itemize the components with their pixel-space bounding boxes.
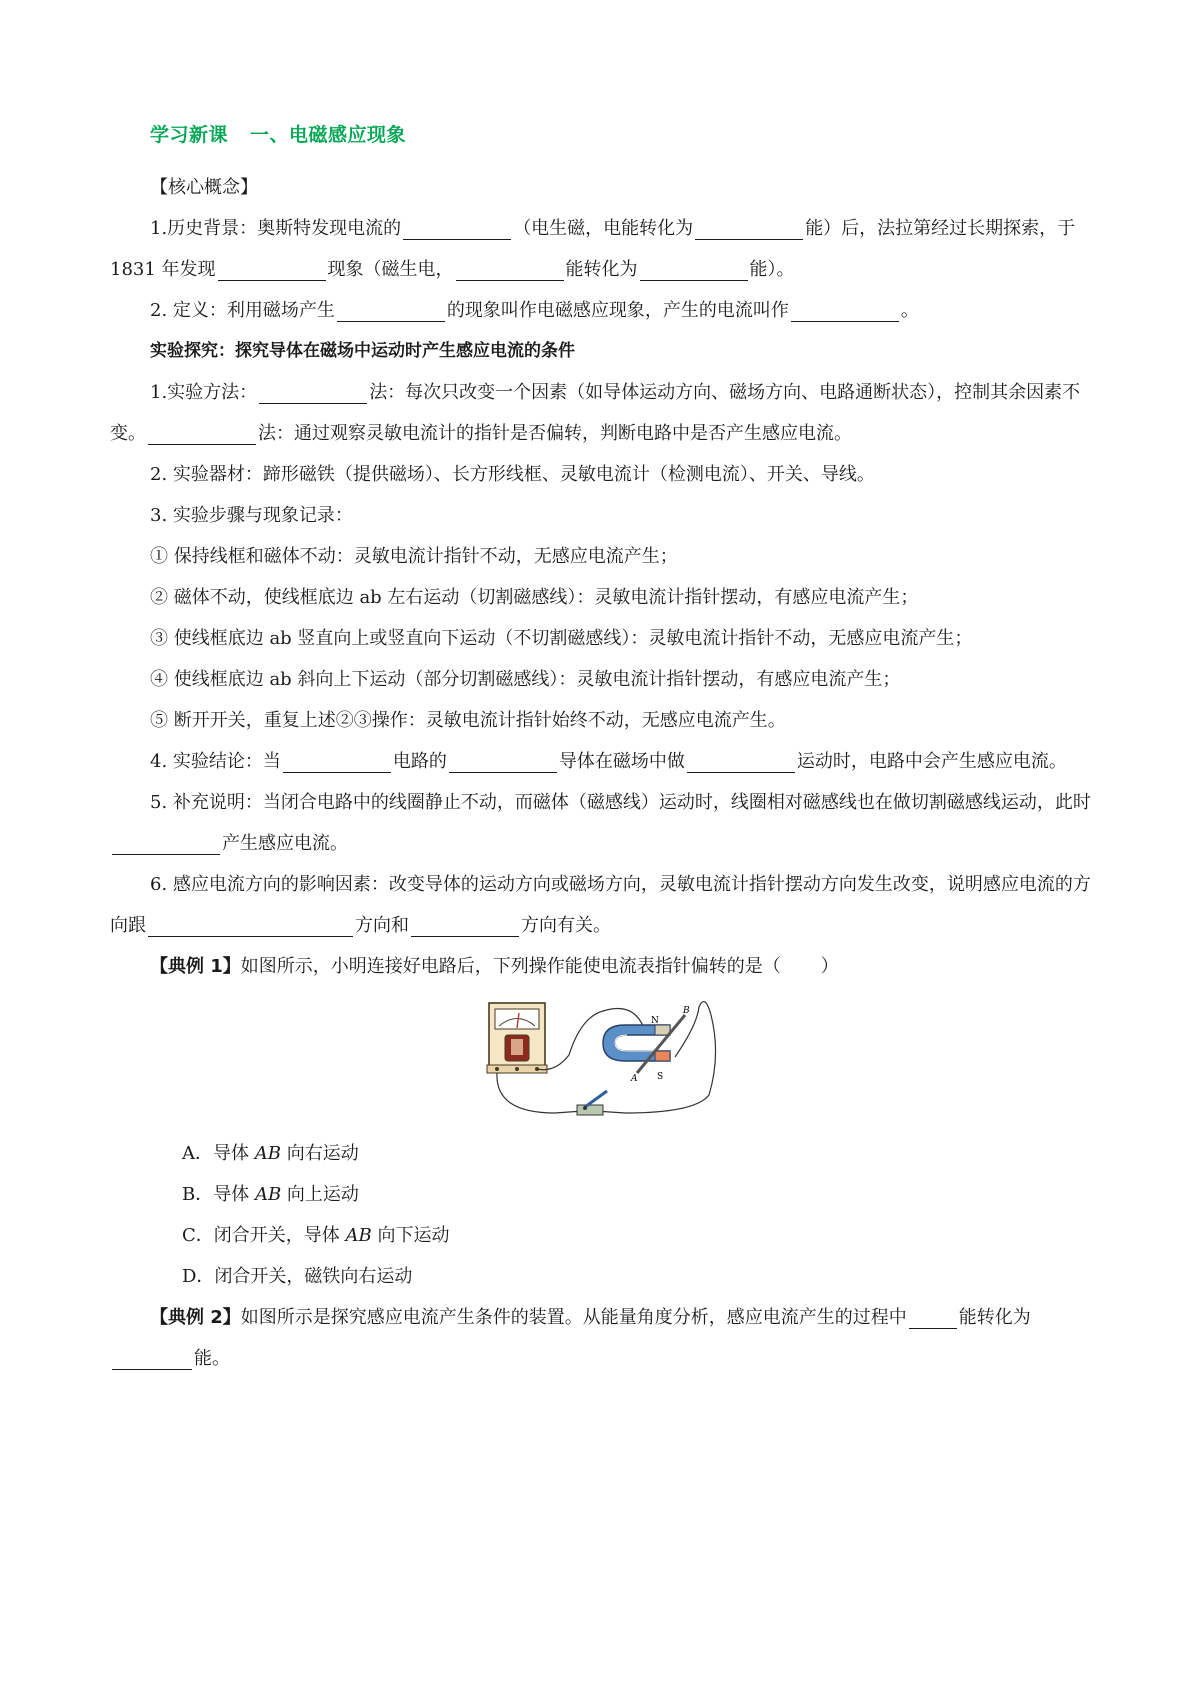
history-paragraph: 1.历史背景：奥斯特发现电流的 （电生磁，电能转化为 能）后，法拉第经过长期探索，于 1831 年发现 现象（磁生电， 能转化为 能）。 [110, 218, 1076, 280]
answer-blank[interactable] [403, 219, 511, 240]
answer-blank[interactable] [218, 260, 326, 281]
core-concept-heading: 【核心概念】 [150, 177, 258, 198]
step-1: ① 保持线框和磁体不动：灵敏电流计指针不动，无感应电流产生； [150, 546, 678, 567]
answer-blank[interactable] [112, 1349, 192, 1370]
answer-blank[interactable] [640, 260, 748, 281]
option-a[interactable]: A．导体 AB 向右运动 [182, 1143, 359, 1164]
experiment-heading: 实验探究：探究导体在磁场中运动时产生感应电流的条件 [150, 341, 575, 361]
example-1-label: 【典例 1】 [150, 956, 241, 977]
answer-blank[interactable] [337, 301, 445, 322]
example-2-question: 【典例 2】如图所示是探究感应电流产生条件的装置。从能量角度分析，感应电流产生的过程中 能转化为能。 [110, 1297, 1100, 1379]
supplement-paragraph: 5. 补充说明：当闭合电路中的线圈静止不动，而磁体（磁感线）运动时，线圈相对磁感线也在做切割磁感线运动，此时产生感应电流。 [110, 782, 1100, 864]
example-1-options [110, 1133, 1100, 1297]
conductor-ab [637, 1015, 685, 1073]
step-3: ③ 使线框底边 ab 竖直向上或竖直向下运动（不切割磁感线）：灵敏电流计指针不动，无感应电流产生； [150, 628, 973, 649]
answer-blank[interactable] [148, 424, 256, 445]
steps-heading: 3. 实验步骤与现象记录： [150, 505, 353, 526]
label-n: N [651, 1016, 659, 1026]
label-b: B [683, 1006, 690, 1016]
answer-blank[interactable] [283, 752, 391, 773]
answer-blank[interactable] [909, 1308, 957, 1329]
answer-blank[interactable] [791, 301, 899, 322]
answer-blank[interactable] [259, 383, 367, 404]
option-b[interactable]: B．导体 AB 向上运动 [182, 1184, 359, 1205]
answer-blank[interactable] [411, 916, 519, 937]
answer-blank[interactable] [687, 752, 795, 773]
lesson-title-part1: 学习新课 [150, 124, 229, 146]
label-a: A [631, 1074, 638, 1084]
circuit-figure [110, 995, 1100, 1127]
method-paragraph: 1.实验方法： 法：每次只改变一个因素（如导体运动方向、磁场方向、电路通断状态），控制其余因素不变。 法：通过观察灵敏电流计的指针是否偏转，判断电路中是否产生感应电流。 [110, 382, 1081, 444]
answer-blank[interactable] [695, 219, 803, 240]
switch-icon [577, 1105, 603, 1115]
lesson-title [150, 120, 1100, 147]
lesson-title-part2: 一、电磁感应现象 [250, 124, 407, 146]
label-s: S [657, 1072, 664, 1082]
answer-blank[interactable] [148, 916, 353, 937]
answer-blank[interactable] [456, 260, 564, 281]
conclusion-paragraph: 4. 实验结论：当 电路的 导体在磁场中做 运动时，电路中会产生感应电流。 [150, 751, 1067, 772]
direction-paragraph: 6. 感应电流方向的影响因素：改变导体的运动方向或磁场方向，灵敏电流计指针摆动方向发生改变，说明感应电流的方向跟 方向和 方向有关。 [110, 874, 1091, 936]
example-2-label: 【典例 2】 [150, 1307, 241, 1328]
option-c[interactable]: C．闭合开关，导体 AB 向下运动 [182, 1225, 450, 1246]
step-4: ④ 使线框底边 ab 斜向上下运动（部分切割磁感线）：灵敏电流计指针摆动，有感应电流产生； [150, 669, 901, 690]
example-1-question: 【典例 1】如图所示，小明连接好电路后，下列操作能使电流表指针偏转的是（ ） [150, 956, 839, 977]
circuit-diagram [485, 995, 725, 1123]
document-page [110, 120, 1100, 1379]
equipment-paragraph: 2. 实验器材：蹄形磁铁（提供磁场）、长方形线框、灵敏电流计（检测电流）、开关、导线。 [150, 464, 875, 485]
answer-blank[interactable] [112, 834, 220, 855]
step-5: ⑤ 断开开关，重复上述②③操作：灵敏电流计指针始终不动，无感应电流产生。 [150, 710, 786, 731]
step-2: ② 磁体不动，使线框底边 ab 左右运动（切割磁感线）：灵敏电流计指针摆动，有感应电流产生； [150, 587, 919, 608]
wire [497, 1073, 583, 1113]
definition-paragraph: 2. 定义：利用磁场产生 的现象叫作电磁感应现象，产生的电流叫作 。 [150, 300, 919, 321]
answer-blank[interactable] [449, 752, 557, 773]
option-d[interactable]: D．闭合开关，磁铁向右运动 [182, 1266, 413, 1287]
